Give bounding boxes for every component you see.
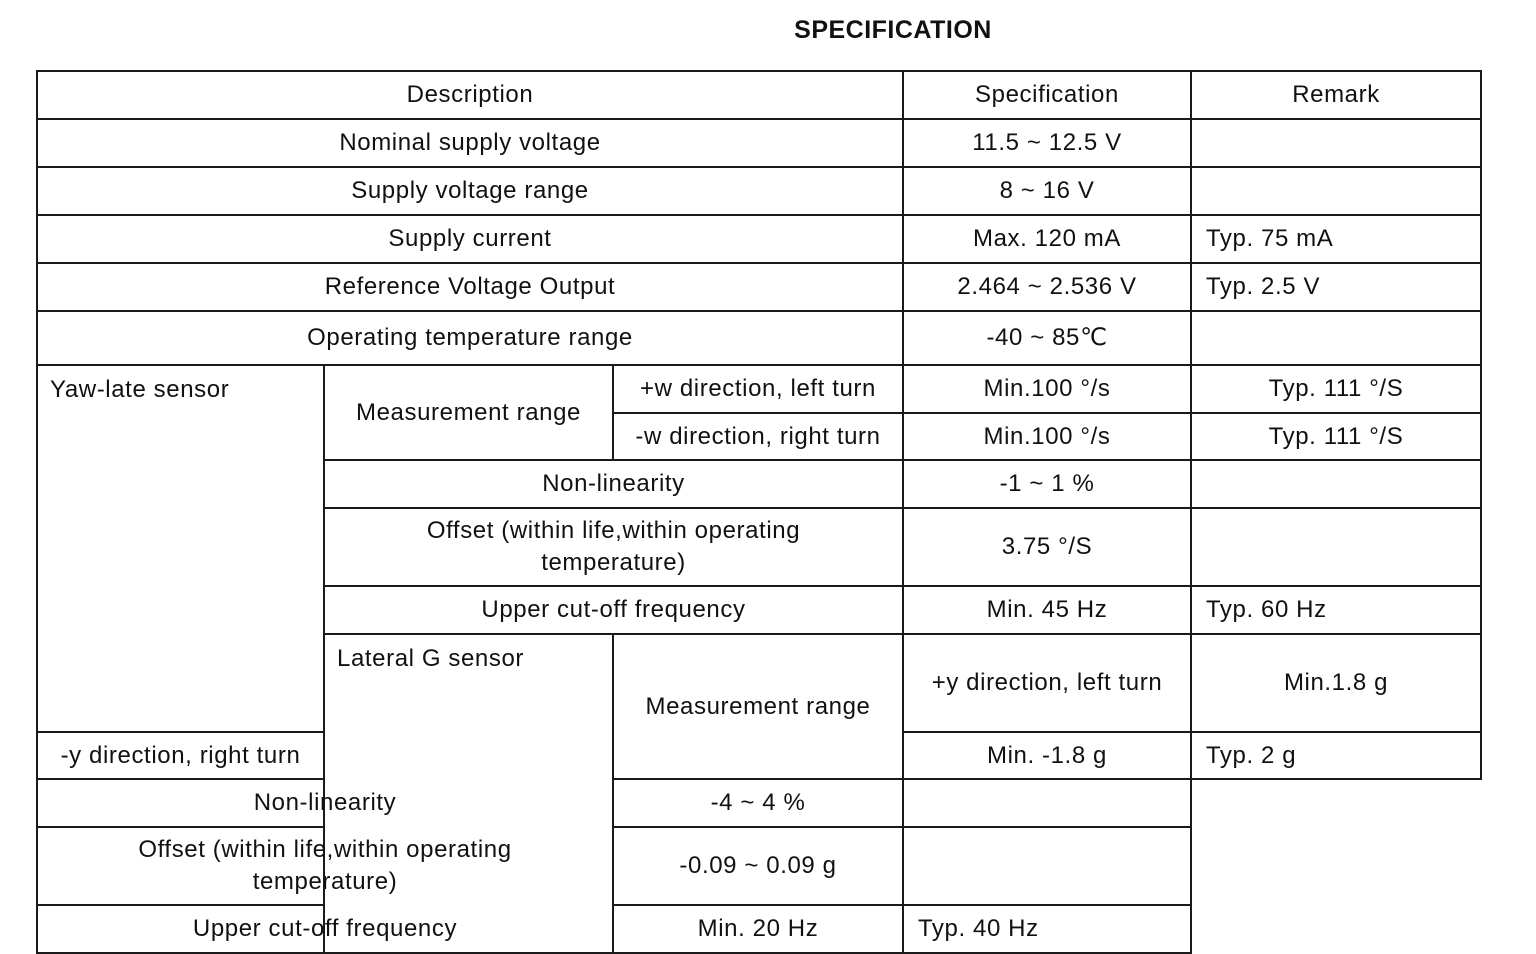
lateral-minus-spec: Min. -1.8 g [903,732,1191,779]
page-title: SPECIFICATION [794,16,992,44]
lateral-plus-spec: Min.1.8 g [1191,634,1481,732]
row-spec: -40 ~ 85℃ [903,311,1191,365]
row-description: Supply current [37,215,903,263]
row-remark: Typ. 75 mA [1191,215,1481,263]
header-specification: Specification [903,71,1191,119]
yaw-sensor-group-label: Yaw-late sensor [37,365,324,732]
table-row [37,779,1481,827]
table-row [37,311,1481,365]
header-description: Description [37,71,903,119]
table-row [37,167,1481,215]
row-description: Nominal supply voltage [37,119,903,167]
lateral-cutoff-spec: Min. 20 Hz [613,905,903,953]
yaw-measurement-range-label: Measurement range [324,365,613,460]
lateral-cutoff-remark: Typ. 40 Hz [903,905,1191,953]
row-remark [1191,119,1481,167]
yaw-cutoff-label: Upper cut-off frequency [324,586,903,634]
lateral-nonlinearity-spec: -4 ~ 4 % [613,779,903,827]
row-spec: 8 ~ 16 V [903,167,1191,215]
table-row [37,905,1481,953]
yaw-nonlinearity-label: Non-linearity [324,460,903,508]
yaw-plus-spec: Min.100 °/s [903,365,1191,413]
lateral-cutoff-label: Upper cut-off frequency [37,905,613,953]
yaw-offset-spec: 3.75 °/S [903,508,1191,586]
lateral-offset-spec: -0.09 ~ 0.09 g [613,827,903,905]
lateral-offset-label: Offset (within life,within operating temperature) [37,827,613,905]
row-remark: Typ. 2.5 V [1191,263,1481,311]
yaw-offset-label: Offset (within life,within operating temperature) [324,508,903,586]
yaw-minus-remark: Typ. 111 °/S [1191,413,1481,460]
lateral-minus-direction: -y direction, right turn [37,732,324,779]
table-row [37,119,1481,167]
yaw-plus-remark: Typ. 111 °/S [1191,365,1481,413]
specification-table [36,70,1482,954]
yaw-nonlinearity-remark [1191,460,1481,508]
lateral-nonlinearity-remark [903,779,1191,827]
table-row [37,215,1481,263]
lateral-nonlinearity-label: Non-linearity [37,779,613,827]
yaw-minus-direction: -w direction, right turn [613,413,903,460]
row-spec: 2.464 ~ 2.536 V [903,263,1191,311]
yaw-plus-direction: +w direction, left turn [613,365,903,413]
header-remark: Remark [1191,71,1481,119]
table-row [37,365,1481,413]
table-row [37,827,1481,905]
table-row [37,263,1481,311]
lateral-minus-remark: Typ. 2 g [1191,732,1481,779]
yaw-offset-remark [1191,508,1481,586]
yaw-cutoff-spec: Min. 45 Hz [903,586,1191,634]
lateral-measurement-range-label: Measurement range [613,634,903,779]
yaw-minus-spec: Min.100 °/s [903,413,1191,460]
lateral-offset-remark [903,827,1191,905]
yaw-cutoff-remark: Typ. 60 Hz [1191,586,1481,634]
row-spec: 11.5 ~ 12.5 V [903,119,1191,167]
row-description: Supply voltage range [37,167,903,215]
table-header-row [37,71,1481,119]
lateral-sensor-group-label: Lateral G sensor [324,634,613,953]
row-description: Reference Voltage Output [37,263,903,311]
lateral-plus-direction: +y direction, left turn [903,634,1191,732]
row-remark [1191,311,1481,365]
row-spec: Max. 120 mA [903,215,1191,263]
row-remark [1191,167,1481,215]
yaw-nonlinearity-spec: -1 ~ 1 % [903,460,1191,508]
row-description: Operating temperature range [37,311,903,365]
